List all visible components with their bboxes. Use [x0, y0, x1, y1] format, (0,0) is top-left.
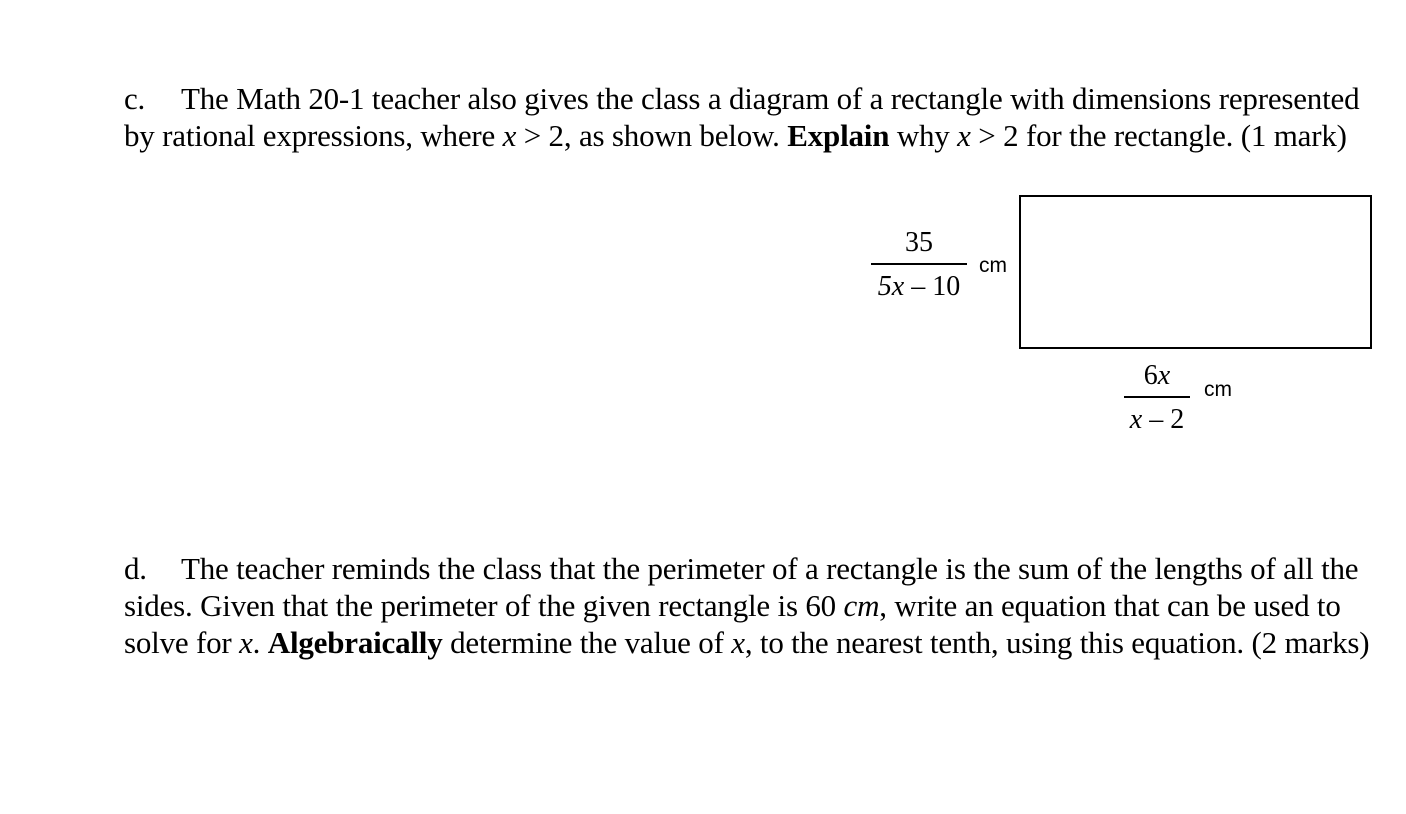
- height-unit: cm: [979, 254, 1007, 277]
- width-denominator-constant: – 2: [1142, 404, 1185, 435]
- question-d-text: , write an equation that can be used to solve for: [124, 588, 1341, 660]
- variable-x: x: [239, 625, 253, 660]
- fraction-bar: [1124, 396, 1190, 398]
- fraction-bar: [871, 263, 967, 265]
- width-numerator-coef: 6: [1143, 360, 1158, 391]
- question-c: [124, 80, 1384, 154]
- width-denominator: [1124, 404, 1190, 436]
- width-unit: cm: [1204, 378, 1232, 401]
- variable-x: x: [957, 118, 971, 153]
- perimeter-value: 60: [805, 588, 836, 623]
- question-d: [124, 550, 1384, 661]
- variable-x: x: [502, 118, 517, 153]
- width-fraction: [1124, 360, 1190, 436]
- width-numerator: [1124, 360, 1190, 392]
- inequality: > 2: [516, 118, 564, 153]
- question-c-text: The Math 20-1 teacher also gives the class a diagram of a rectangle with dimensions represented by rational expressions, where: [124, 81, 1360, 153]
- question-c-text: for the rectangle. (1 mark): [1018, 118, 1347, 153]
- height-denominator-constant: – 10: [904, 271, 961, 302]
- question-c-text: why: [889, 118, 958, 153]
- explain-keyword: Explain: [787, 118, 890, 153]
- height-fraction: [871, 227, 967, 303]
- inequality: > 2: [970, 118, 1019, 153]
- width-denominator-var: x: [1129, 404, 1143, 435]
- question-d-text: .: [252, 625, 268, 660]
- question-d-text: The teacher reminds the class that the perimeter of a rectangle is the sum of the lengths of all the sides. Given that the perimeter of the given rectangle is: [124, 551, 1359, 623]
- question-d-label: d.: [124, 551, 147, 586]
- algebraically-keyword: Algebraically: [267, 625, 443, 660]
- question-d-text: determine the value of: [442, 625, 732, 660]
- question-c-label: c.: [124, 81, 146, 116]
- width-numerator-var: x: [1157, 360, 1171, 391]
- rectangle-shape: [1019, 195, 1372, 349]
- variable-x: x: [731, 625, 745, 660]
- height-denominator-term: 5x: [877, 271, 905, 302]
- height-denominator: [871, 271, 967, 303]
- question-d-text: , to the nearest tenth, using this equation. (2 marks): [744, 625, 1370, 660]
- perimeter-unit: cm: [843, 588, 880, 623]
- question-c-text: , as shown below.: [563, 118, 788, 153]
- height-numerator: 35: [905, 227, 933, 258]
